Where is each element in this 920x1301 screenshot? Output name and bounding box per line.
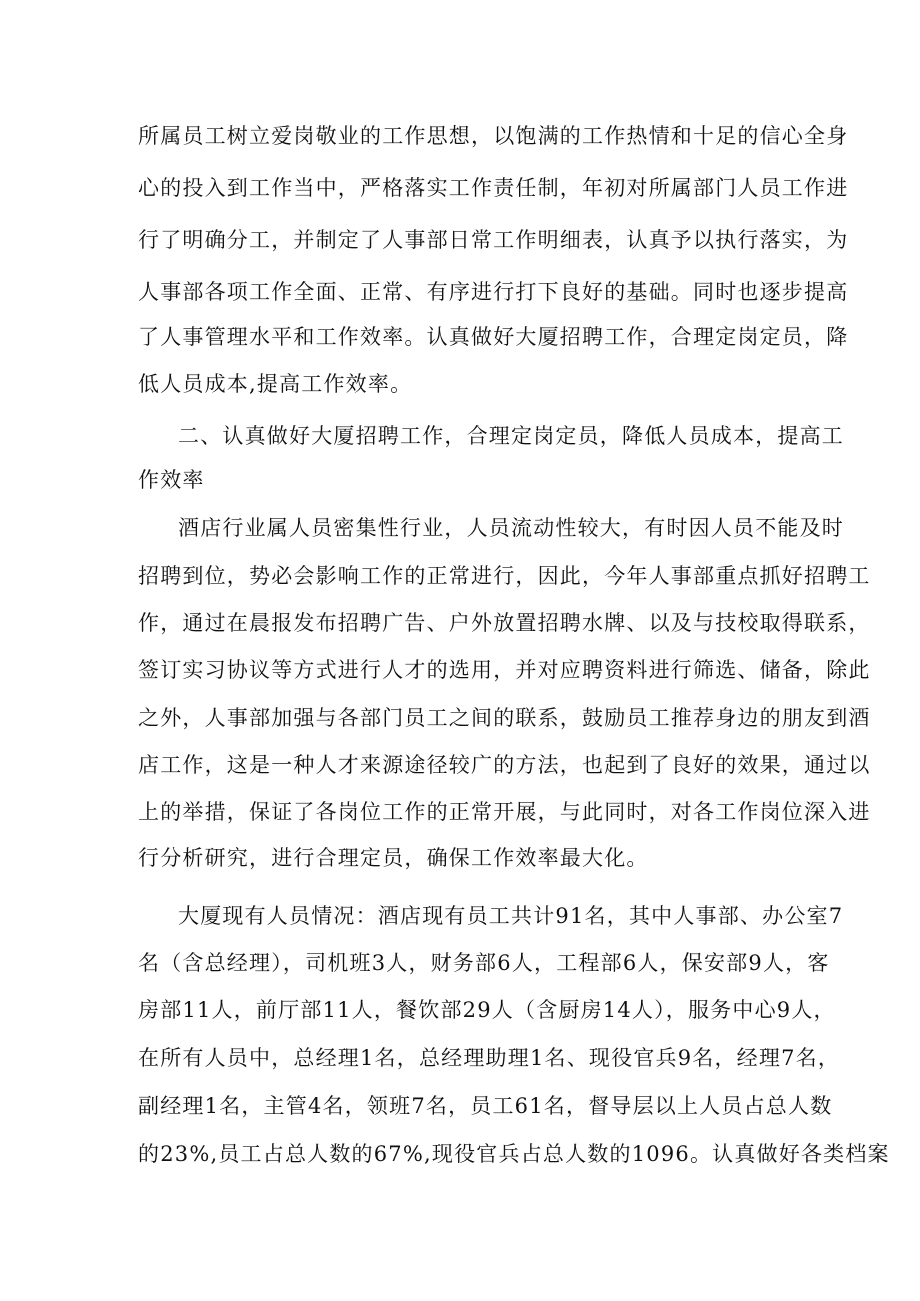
- text-line: 之外，人事部加强与各部门员工之间的联系，鼓励员工推荐身边的朋友到酒: [138, 706, 871, 730]
- text-line: 房部11人，前厅部11人，餐饮部29人（含厨房14人），服务中心9人，: [138, 998, 836, 1022]
- text-line: 低人员成本,提高工作效率。: [138, 372, 413, 396]
- text-line: 名（含总经理），司机班3人，财务部6人，工程部6人，保安部9人，客: [138, 951, 830, 975]
- text-line: 所属员工树立爱岗敬业的工作思想，以饱满的工作热情和十足的信心全身: [138, 124, 849, 148]
- text-line: 副经理1名，主管4名，领班7名，员工61名，督导层以上人员占总人数: [138, 1094, 833, 1118]
- section-heading-continued: 作效率: [138, 468, 205, 492]
- text-line: 的23%,员工占总人数的67%,现役官兵占总人数的1096。认真做好各类档案: [138, 1142, 890, 1166]
- text-line: 签订实习协议等方式进行人才的选用，并对应聘资料进行筛选、储备，除此: [138, 658, 871, 682]
- text-line: 人事部各项工作全面、正常、有序进行打下良好的基础。同时也逐步提高: [138, 280, 849, 304]
- text-line: 行分析研究，进行合理定员，确保工作效率最大化。: [138, 846, 649, 870]
- text-line: 上的举措，保证了各岗位工作的正常开展，与此同时，对各工作岗位深入进: [138, 800, 871, 824]
- text-line: 作，通过在晨报发布招聘广告、户外放置招聘水牌、以及与技校取得联系，: [138, 611, 871, 635]
- text-line: 酒店行业属人员密集性行业，人员流动性较大，有时因人员不能及时: [178, 516, 844, 540]
- text-line: 店工作，这是一种人才来源途径较广的方法，也起到了良好的效果，通过以: [138, 753, 871, 777]
- text-line: 了人事管理水平和工作效率。认真做好大厦招聘工作，合理定岗定员，降: [138, 325, 849, 349]
- section-heading: 二、认真做好大厦招聘工作，合理定岗定员，降低人员成本，提高工: [178, 424, 844, 448]
- text-line: 心的投入到工作当中，严格落实工作责任制，年初对所属部门人员工作进: [138, 176, 849, 200]
- text-line: 招聘到位，势必会影响工作的正常进行，因此，今年人事部重点抓好招聘工: [138, 564, 871, 588]
- text-line: 行了明确分工，并制定了人事部日常工作明细表，认真予以执行落实，为: [138, 228, 849, 252]
- text-line: 在所有人员中，总经理1名，总经理助理1名、现役官兵9名，经理7名，: [138, 1046, 841, 1070]
- text-line: 大厦现有人员情况：酒店现有员工共计91名，其中人事部、办公室7: [178, 904, 844, 928]
